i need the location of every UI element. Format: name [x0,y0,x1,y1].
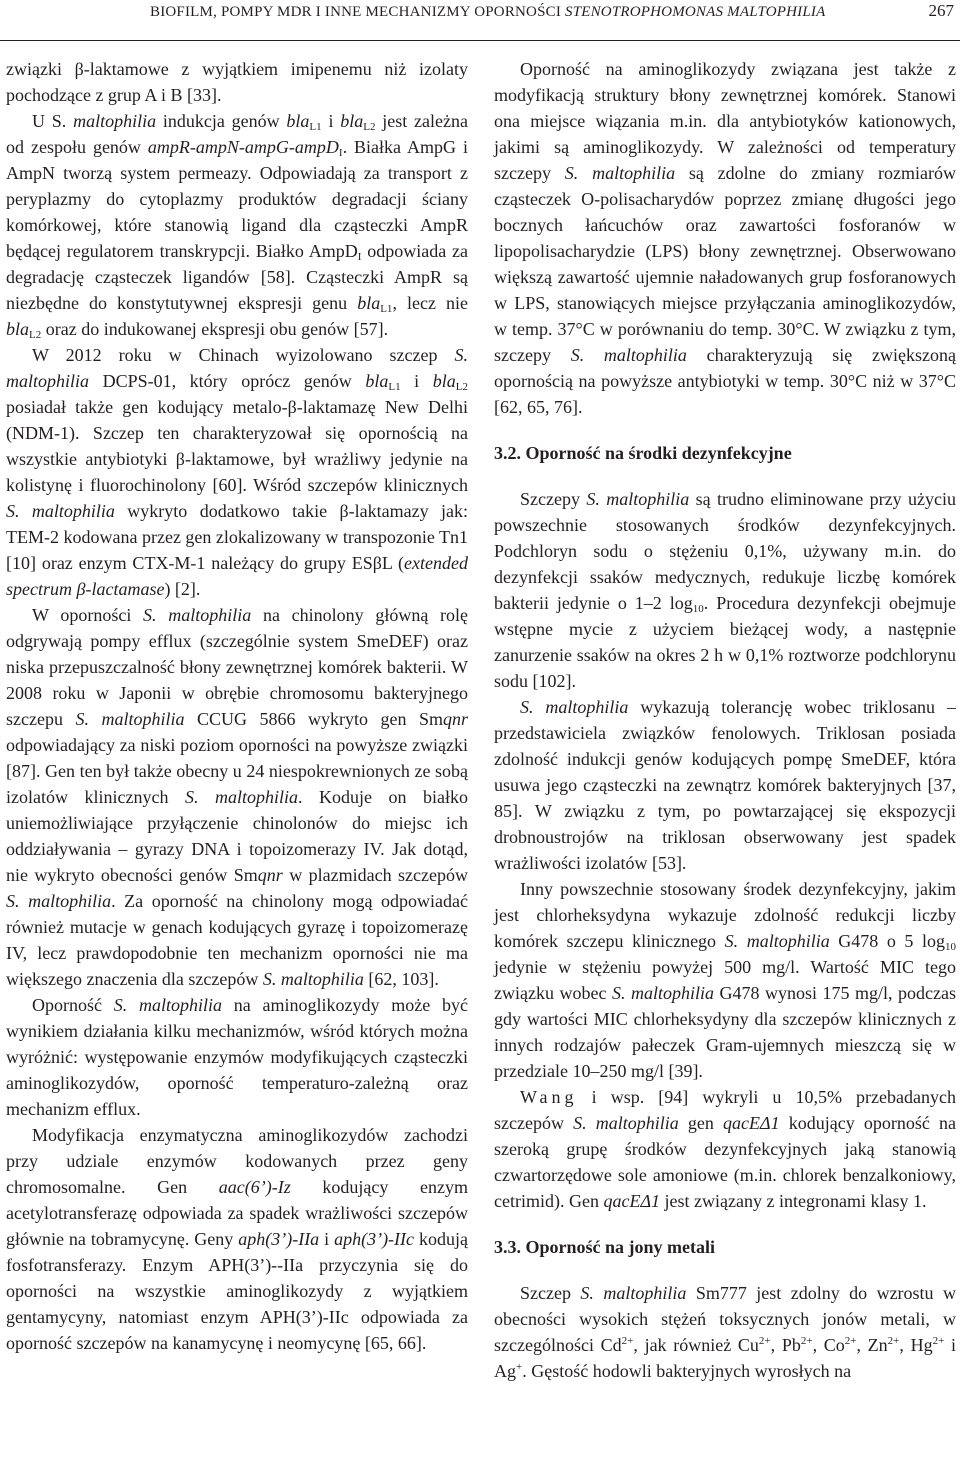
left-column [6,56,468,1356]
running-title: BIOFILM, POMPY MDR I INNE MECHANIZMY OPORNOŚCI STENOTROPHOMONAS MALTOPHILIA [150,4,826,20]
paragraph: Szczep S. maltophilia Sm777 jest zdolny do wzrostu w obecności wysokich stężeń toksycznych jonów metali, w szczególności $Cd^{2+}$, jak również $Cu^{2+}$, $Pb^{2+}$, $Co^{2+}$, $Zn^{2+}$, $Hg^{2+}$ i Ag+. Gęstość hodowli bakteryjnych wyrosłych na [494,1283,957,1381]
paragraph: U S. maltophilia indukcja genów bla$_{L1}$ i bla$_{L2}$ jest zależna od zespołu genów ampR-ampN-ampG-ampD$_I$. Białka AmpG i AmpN tworzą system permeazy. Odpowiadają za transport z peryplazmy do cytoplazmy produktów degradacji ściany komórkowej, które stanowią ligand dla cząsteczki AmpR będącej regulatorem transkrypcji. Białko AmpD$_I$ odpowiada za degradację cząsteczek ligandów [58]. Cząsteczki AmpR są niezbędne do konstytutywnej ekspresji genu bla$_{L1}$, lecz nie bla$_{L2}$ oraz do indukowanej ekspresji obu genów [57]. [6,111,468,341]
section-heading-3-3: 3.3. Oporność na jony metali [494,1237,716,1257]
paragraph: Oporność na aminoglikozydy związana jest także z modyfikacją struktury błony zewnętrznej komórek. Stanowi ona miejsce wiązania m.in. dla antybiotyków kationowych, jakimi są aminoglikozydy. W zależności od temperatury szczepy S. maltophilia są zdolne do zmiany rozmiarów cząsteczek O-polisacharydów poprzez zmianę długości jego bocznych łańcuchów oraz zawartości fosforanów w lipopolisacharydzie (LPS) błony zewnętrznej. Obserwowano większą zawartość ujemnie naładowanych grup fosforanowych w LPS, stanowiących miejsce przyłączania aminoglikozydów, w temp. 37°C w porównaniu do temp. 30°C. W związku z tym, szczepy S. maltophilia charakteryzują się zwiększoną opornością na powyższe antybiotyki w temp. 30°C niż w 37°C [62, 65, 76]. [494,59,956,417]
running-head [0,0,960,41]
paragraph: W oporności S. maltophilia na chinolony główną rolę odgrywają pompy efflux (szczególnie system SmeDEF) oraz niska przepuszczalność błony zewnętrznej komórek bakterii. W 2008 roku w Japonii w obrębie chromosomu bakteryjnego szczepu S. maltophilia CCUG 5866 wykryto gen Smqnr odpowiadający za niski poziom oporności na powyższe związki [87]. Gen ten był także obecny u 24 niespokrewnionych ze sobą izolatów klinicznych S. maltophilia. Koduje on białko uniemożliwiające przyłączenie chinolonów do miejsc ich oddziaływania – gyrazy DNA i topoizomerazy IV. Jak dotąd, nie wykryto obecności genów Smqnr w plazmidach szczepów S. maltophilia. Za oporność na chinolony mogą odpowiadać również mutacje w genach kodujących gyrazę i topoizomerazę IV, lecz prawdopodobnie ten mechanizm oporności nie ma większego znaczenia dla szczepów S. maltophilia [62, 103]. [6,605,468,989]
paragraph: Modyfikacja enzymatyczna aminoglikozydów zachodzi przy udziale enzymów kodowanych przez geny chromosomalne. Gen aac(6’)-Iz kodujący enzym acetylotransferazę odpowiada za spadek wrażliwości szczepów głównie na tobramycynę. Geny aph(3’)-IIa i aph(3’)-IIc kodują fosfotransferazy. Enzym APH(3’)--IIa przyczynia się do oporności na wszystkie aminoglikozydy z wyjątkiem gentamycyny, natomiast enzym APH(3’)-IIc odpowiada za oporność szczepów na kanamycynę i neomycynę [65, 66]. [6,1125,468,1353]
paragraph: W 2012 roku w Chinach wyizolowano szczep S. maltophilia DCPS-01, który oprócz genów bla$_{L1}$ i bla$_{L2}$ posiadał także gen kodujący metalo-β-laktamazę New Delhi (NDM-1). Szczep ten charakteryzował się opornością na wszystkie antybiotyki β-laktamowe, był wrażliwy jedynie na kolistynę i fluorochinolony [60]. Wśród szczepów klinicznych S. maltophilia wykryto dodatkowo takie β-laktamazy jak: TEM-2 kodowana przez gen zlokalizowany w transpozonie Tn1 [10] oraz enzym CTX-M-1 należący do grupy ESβL (extended spectrum β-lactamase) [2]. [6,345,469,599]
paragraph: związki β-laktamowe z wyjątkiem imipenemu niż izolaty pochodzące z grup A i B [33]. [6,59,468,105]
section-heading-3-2: 3.2. Oporność na środki dezynfekcyjne [494,443,792,463]
right-column [494,56,956,1384]
paragraph: Inny powszechnie stosowany środek dezynfekcyjny, jakim jest chlorheksydyna wykazuje zdolność redukcji liczby komórek szczepu klinicznego S. maltophilia G478 o 5 $\log_{10}$ jedynie w stężeniu powyżej 500 mg/l. Wartość MIC tego związku wobec S. maltophilia G478 wynosi 175 mg/l, podczas gdy wartości MIC chlorheksydyny dla szczepów klinicznych z innych rodzajów pałeczek Gram-ujemnych mieszczą się w przedziale 10–250 mg/l [39]. [494,879,956,1081]
paragraph: Oporność S. maltophilia na aminoglikozydy może być wynikiem działania kilku mechanizmów, wśród których można wyróżnić: występowanie enzymów modyfikujących cząsteczki aminoglikozydów, oporność temperaturo-zależną oraz mechanizm efflux. [6,995,468,1119]
paragraph: Wang i wsp. [94] wykryli u 10,5% przebadanych szczepów S. maltophilia gen qacEΔ1 kodujący oporność na szeroką grupę środków dezynfekcyjnych jaką stanowią czwartorzędowe sole amoniowe (m.in. chlorek benzalkoniowy, cetrimid). Gen qacEΔ1 jest związany z integronami klasy 1. [494,1087,956,1211]
paragraph: S. maltophilia wykazują tolerancję wobec triklosanu – przedstawiciela związków fenolowych. Triklosan posiada zdolność indukcji genów kodujących pompę SmeDEF, która usuwa jego cząsteczki na zewnątrz komórek bakteryjnych [37, 85]. W związku z tym, po powtarzającej się ekspozycji drobnoustrojów na triklosan obserwowany jest spadek wrażliwości izolatów [53]. [494,697,956,873]
page-number: 267 [928,1,954,20]
paragraph: Szczepy S. maltophilia są trudno eliminowane przy użyciu powszechnie stosowanych środków dezynfekcyjnych. Podchloryn sodu o stężeniu 0,1%, używany m.in. do dezynfekcji ssaków medycznych, redukuje liczbę komórek bakterii jedynie o 1–2 $\log_{10}$. Procedura dezynfekcji obejmuje wstępne mycie z użyciem bieżącej wody, a następnie zanurzenie ssaków na okres 2 h w 0,1% roztworze podchlorynu sodu [102]. [494,489,956,691]
